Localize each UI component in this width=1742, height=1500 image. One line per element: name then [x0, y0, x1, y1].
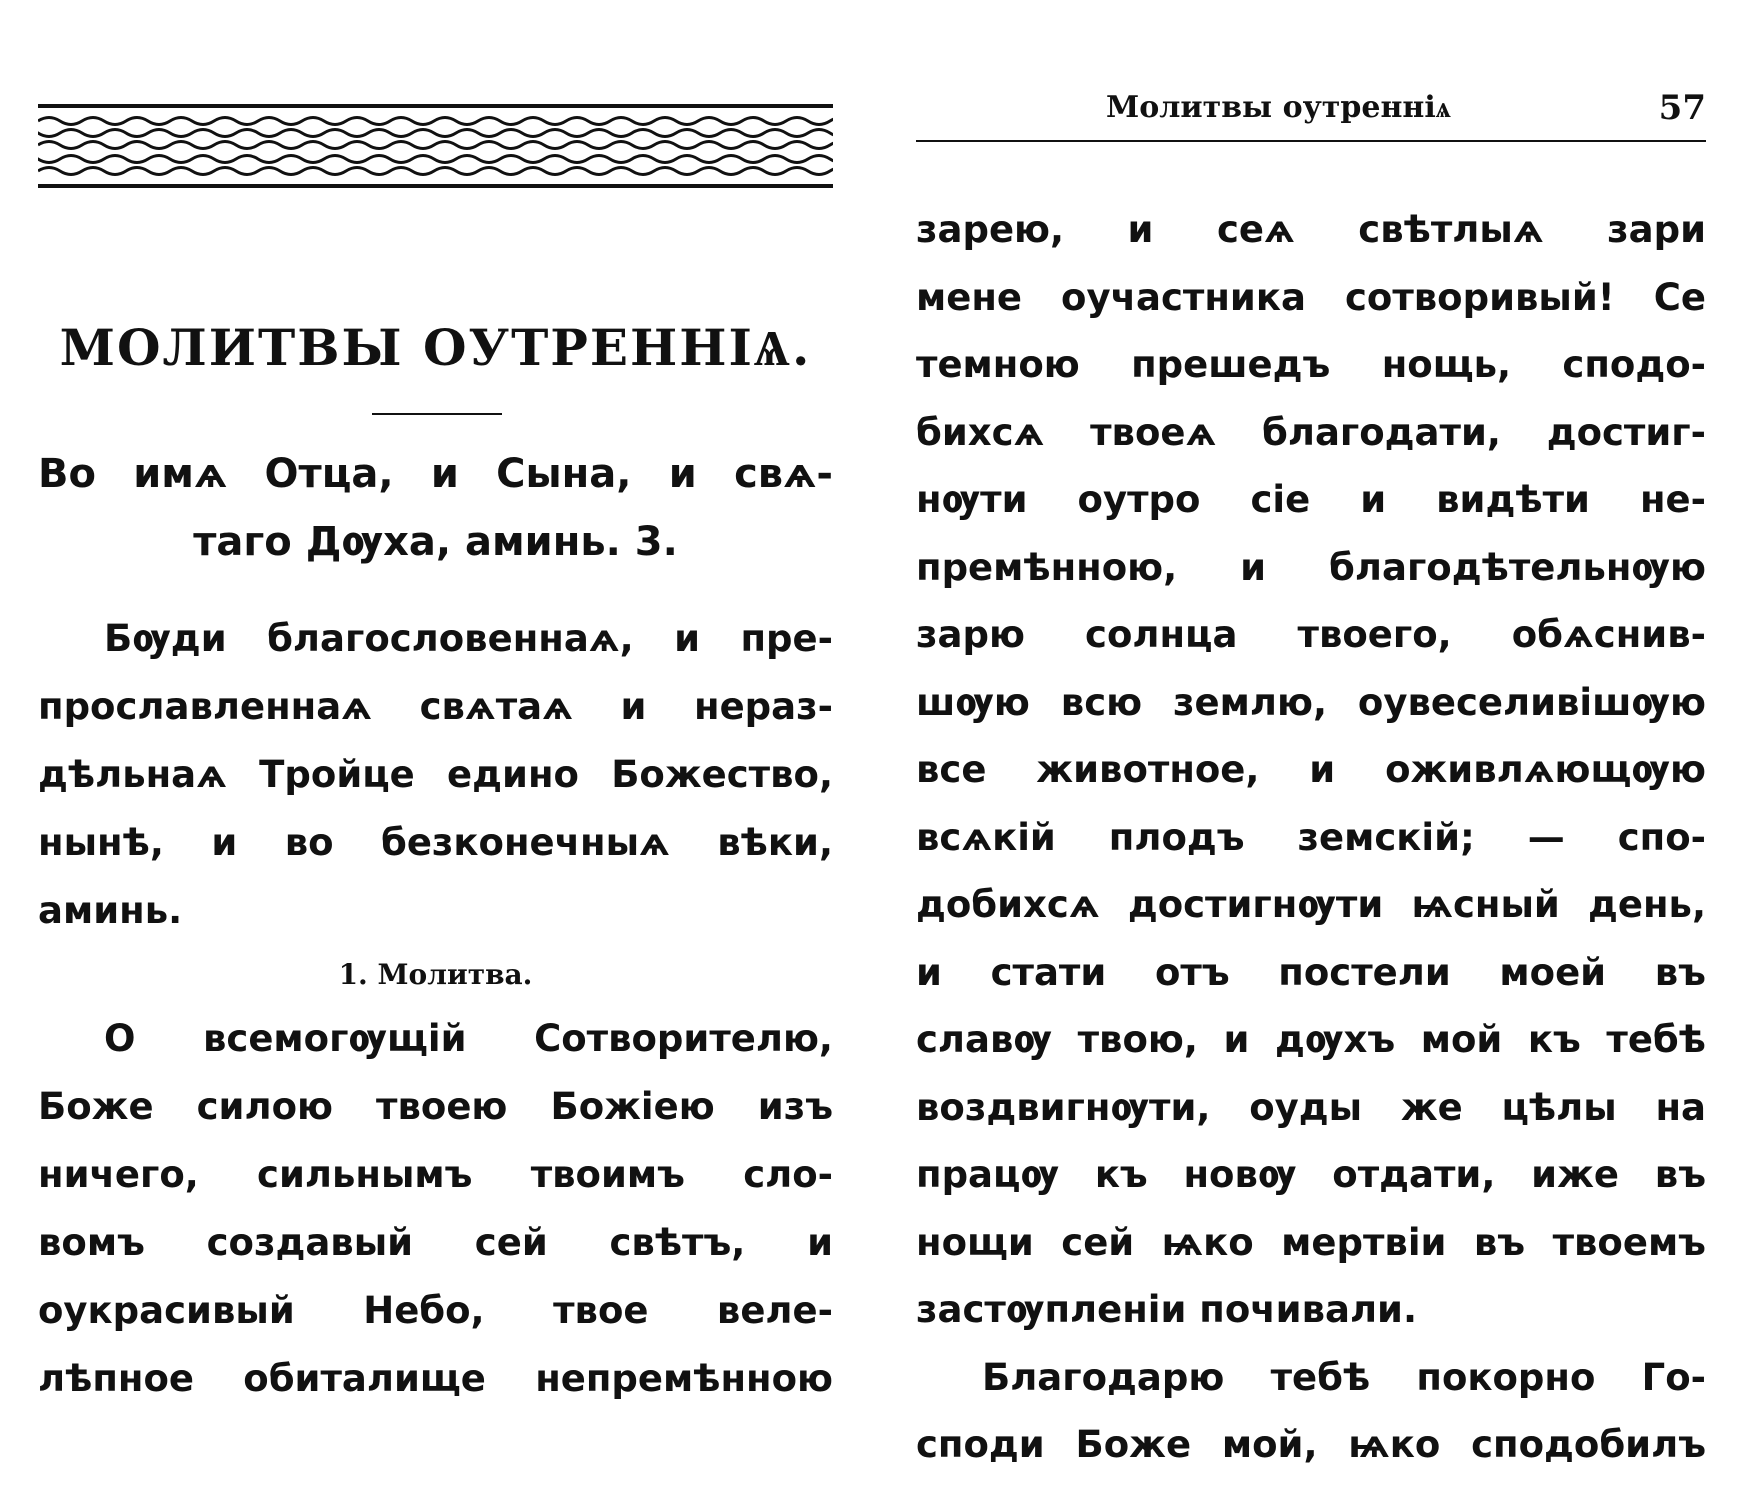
header-rule	[916, 140, 1706, 142]
prayer-line: премѣнною, и благодѣтельнѹю	[916, 545, 1706, 589]
title-rule	[372, 413, 502, 415]
invocation-line: Во имѧ Отца, и Сына, и свѧ-	[38, 451, 833, 497]
prayer-line: зарю солнца твоего, обѧснив-	[916, 613, 1706, 656]
prayer-line: вомъ создавый сей свѣтъ, и	[38, 1221, 833, 1264]
prayer-line: добихсѧ достигнѹти ѩсный день,	[916, 883, 1706, 926]
prayer-line: все животное, и оживлѧющѹю	[916, 748, 1706, 791]
prayer-line: воздвигнѹти, оуды же цѣлы на	[916, 1085, 1706, 1129]
prayer-paragraph-right	[916, 196, 1706, 1479]
doxology-paragraph	[38, 605, 833, 945]
doxology-line: дѣльнаѧ Тройце едино Божество,	[38, 753, 833, 796]
prayer-line: працѹ къ новѹ отдати, иже въ	[916, 1153, 1706, 1196]
prayer-line: и стати отъ постели моей въ	[916, 950, 1706, 994]
prayer-line: Боже силою твоею Божіею изъ	[38, 1085, 833, 1128]
prayer-line: ничего, сильнымъ твоимъ сло-	[38, 1153, 833, 1196]
prayer-line: темною прешедъ нощь, сподо-	[916, 343, 1706, 386]
page-title: МОЛИТВЫ ОУТРЕННІѦ.	[59, 318, 812, 377]
prayer-line: нѹти оутро сіе и видѣти не-	[916, 478, 1706, 521]
doxology-line: нынѣ, и во безконечныѧ вѣки,	[38, 821, 833, 864]
running-header	[916, 88, 1706, 136]
prayer-line: нощи сей ѩко мертвіи въ твоемъ	[916, 1220, 1706, 1264]
prayer-line: бихсѧ твоеѧ благодати, достиг-	[916, 410, 1706, 454]
prayer-line: О всемогѹщій Сотворителю,	[104, 1017, 833, 1060]
running-title: Молитвы оутренніѧ	[1106, 90, 1451, 125]
prayer-line: оукрасивый Небо, твое веле-	[38, 1289, 833, 1332]
prayer-line: лѣпное обиталище непремѣнною	[38, 1357, 833, 1400]
doxology-line: Бѹди благословеннаѧ, и пре-	[104, 617, 833, 660]
prayer-line: споди Боже мой, ѩко сподобилъ	[916, 1423, 1706, 1466]
prayer-paragraph-left	[38, 1005, 833, 1413]
prayer-line: шѹю всю землю, оувеселивішѹю	[916, 680, 1706, 724]
page-number: 57	[1658, 88, 1706, 128]
invocation-text	[38, 440, 833, 576]
doxology-line: прославленнаѧ свѧтаѧ и нераз-	[38, 685, 833, 728]
prayer-line: застѹпленіи почивали.	[916, 1288, 1418, 1331]
prayer-line: Благодарю тебѣ покорно Го-	[982, 1355, 1706, 1399]
prayer-heading: 1. Молитва.	[338, 958, 533, 991]
prayer-line: мене оучастника сотворивый! Се	[916, 275, 1706, 319]
doxology-line: аминь.	[38, 889, 183, 932]
wave-ornament-band	[38, 103, 833, 189]
prayer-line: славѹ твою, и дѹхъ мой къ тебѣ	[916, 1018, 1706, 1061]
invocation-line: таго Дѹха, аминь. 3.	[193, 519, 678, 565]
prayer-line: зарею, и сеѧ свѣтлыѧ зари	[916, 208, 1706, 251]
prayer-line: всѧкій плодъ земскій; — спо-	[916, 815, 1706, 859]
